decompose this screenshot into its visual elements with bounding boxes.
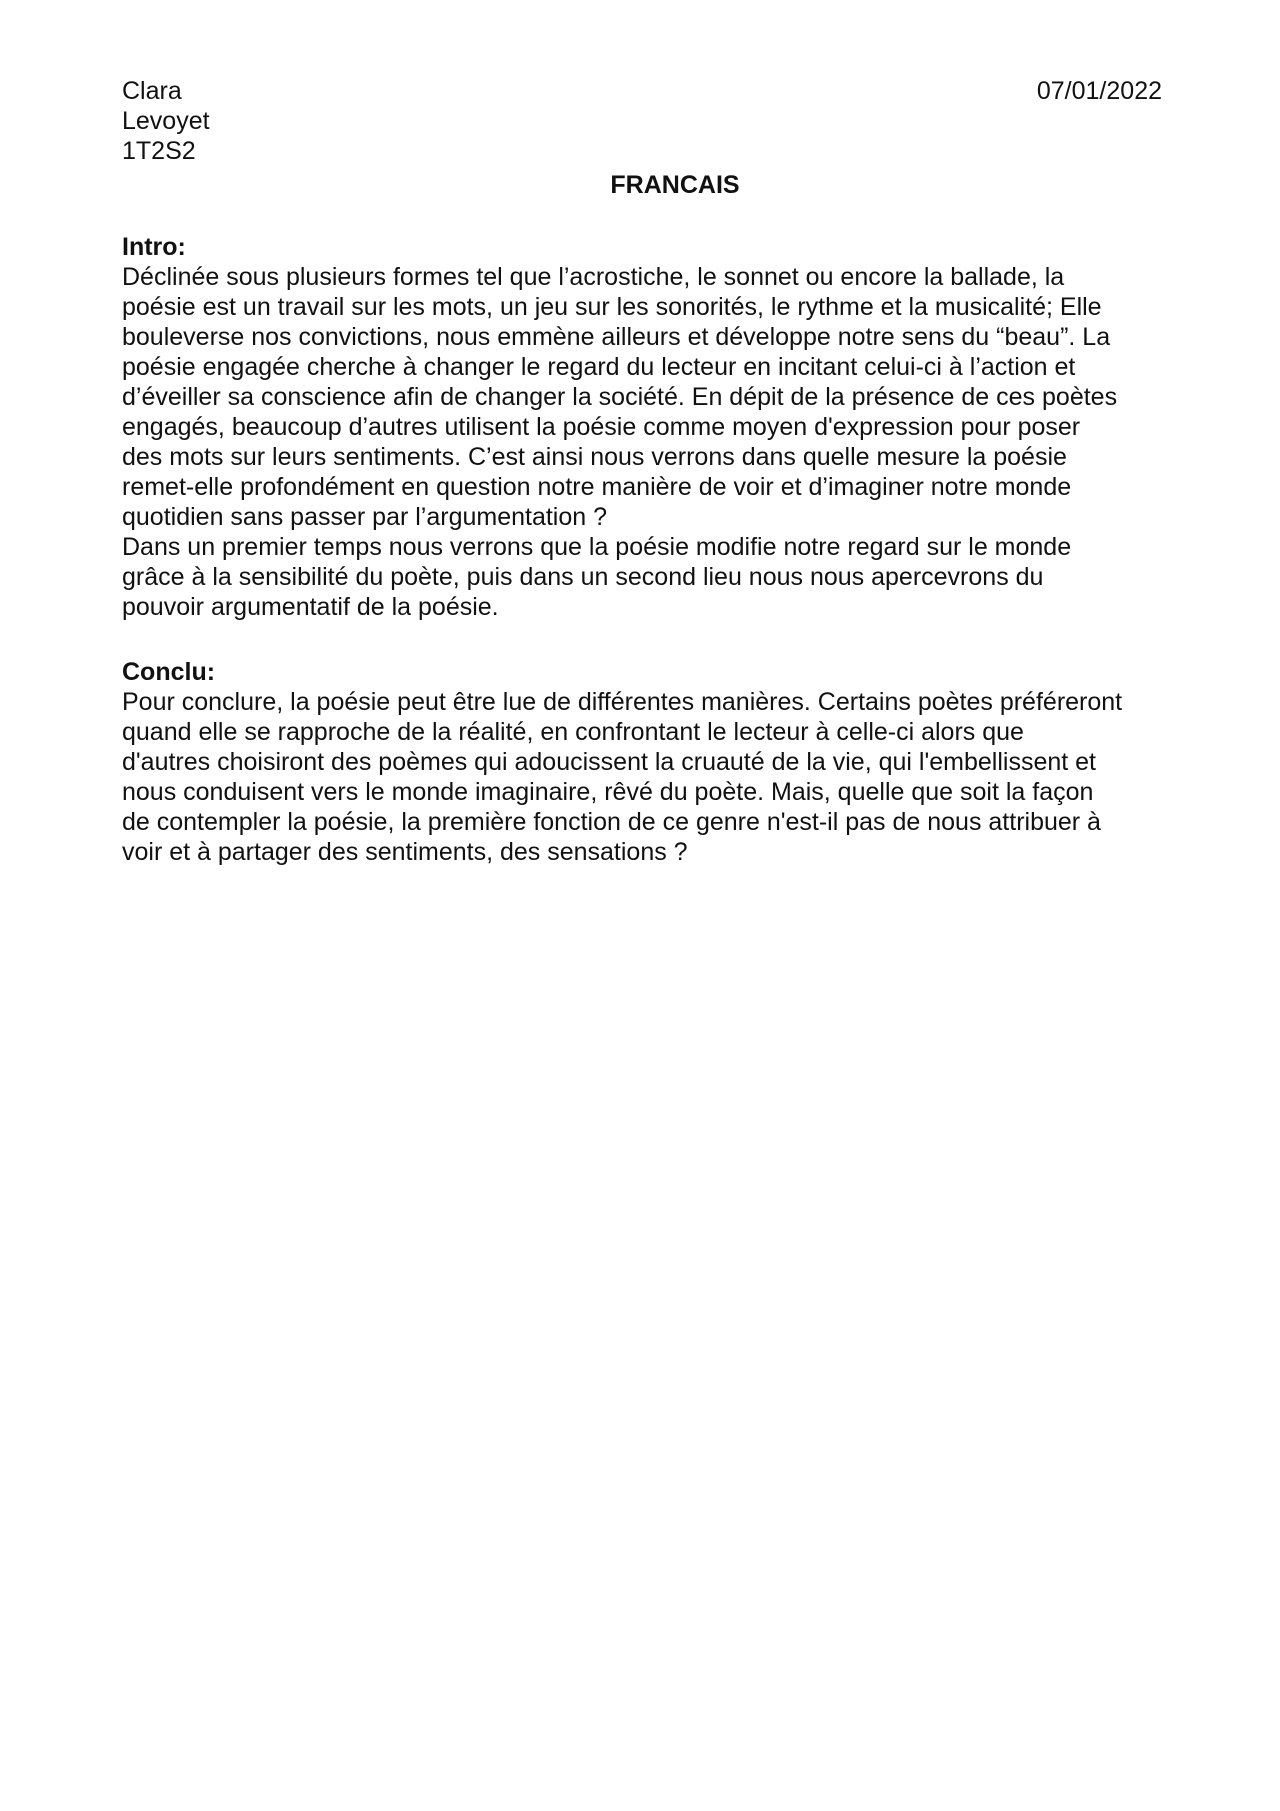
intro-paragraph-1: Déclinée sous plusieurs formes tel que l’acrostiche, le sonnet ou encore la ballade, la poésie est un travail sur les mots, un jeu sur les sonorités, le rythme et la musicalité; Elle bouleverse nos convictions, nous emmène ailleurs et développe notre sens du “beau”. La poésie engagée cherche à changer le regard du lecteur en incitant celui-ci à l’action et d’éveiller sa conscience afin de changer la société. En dépit de la présence de ces poètes engagés, beaucoup d’autres utilisent la poésie comme moyen d'expression pour poser des mots sur leurs sentiments. C’est ainsi nous verrons dans quelle mesure la poésie remet-elle profondément en question notre manière de voir et d’imaginer notre monde quotidien sans passer par l’argumentation ? <box>122 263 1118 531</box>
subject-title: FRANCAIS <box>610 171 740 199</box>
intro-heading: Intro: <box>122 233 186 261</box>
conclusion-paragraph: Pour conclure, la poésie peut être lue de différentes manières. Certains poètes préféreront quand elle se rapproche de la réalité, en confrontant le lecteur à celle-ci alors que d'autres choisiront des poèmes qui adoucissent la cruauté de la vie, qui l'embellissent et nous conduisent vers le monde imaginaire, rêvé du poète. Mais, quelle que soit la façon de contempler la poésie, la première fonction de ce genre n'est-il pas de nous attribuer à voir et à partager des sentiments, des sensations ? <box>122 688 1123 866</box>
author-block <box>122 76 422 166</box>
conclusion-section <box>122 657 1174 867</box>
intro-paragraph-2: Dans un premier temps nous verrons que la poésie modifie notre regard sur le monde grâce à la sensibilité du poète, puis dans un second lieu nous nous apercevrons du pouvoir argumentatif de la poésie. <box>122 533 1072 621</box>
document-header <box>122 76 1162 166</box>
document-date: 07/01/2022 <box>1036 77 1162 105</box>
intro-section <box>122 232 1174 622</box>
author-last-name: Levoyet <box>122 107 210 135</box>
conclusion-heading: Conclu: <box>122 658 216 686</box>
class-code: 1T2S2 <box>122 137 196 165</box>
author-first-name: Clara <box>122 77 182 105</box>
